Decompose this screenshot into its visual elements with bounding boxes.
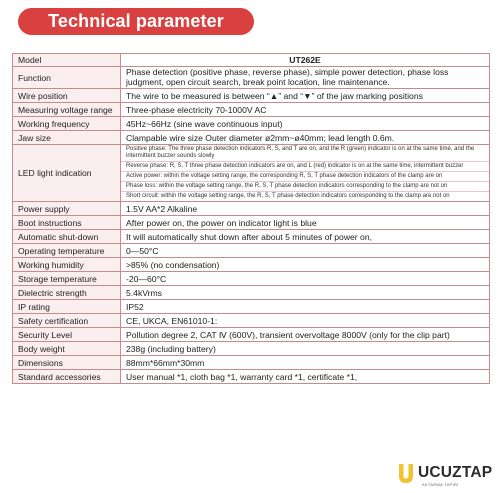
row-label: Measuring voltage range: [13, 103, 121, 117]
row-label: Standard accessories: [13, 370, 121, 384]
table-row: [13, 314, 490, 328]
row-label: Safety certification: [13, 314, 121, 328]
row-value: CE, UKCA, EN61010-1:: [121, 314, 490, 328]
row-label: IP rating: [13, 300, 121, 314]
row-value: The wire to be measured is between “▲” and “▼” of the jaw marking positions: [121, 89, 490, 103]
table-row: [13, 286, 490, 300]
table-row: [13, 258, 490, 272]
table-row: [13, 342, 490, 356]
row-label: Dimensions: [13, 356, 121, 370]
row-value: IP52: [121, 300, 490, 314]
table-row: [13, 131, 490, 145]
row-label: Model: [13, 54, 121, 67]
row-label: Operating temperature: [13, 244, 121, 258]
spec-table: [12, 53, 490, 384]
row-value: Pollution degree 2, CAT Ⅳ (600V), transient overvoltage 8000V (only for the clip part): [121, 328, 490, 342]
row-label: Boot instructions: [13, 216, 121, 230]
page-title: Technical parameter: [18, 8, 254, 35]
row-value: 45Hz~66Hz (sine wave continuous input): [121, 117, 490, 131]
table-row: [13, 244, 490, 258]
led-indication-item: Short circuit: within the voltage setting range, the R, S, T phase detection indicators corresponding to the clamp are not on: [126, 193, 450, 199]
ucuztap-u-logo-icon: [396, 462, 416, 486]
table-row: [13, 370, 490, 384]
row-label: Body weight: [13, 342, 121, 356]
table-row: [13, 300, 490, 314]
table-row: [13, 67, 490, 89]
row-value: 88mm*66mm*30mm: [121, 356, 490, 370]
row-value: >85% (no condensation): [121, 258, 490, 272]
led-indication-item: Positive phase: The three phase detection indicators R, S, and T are on, and the R (green) indicator is on at the same time, and the intermittent buzzer sounds slowly: [121, 145, 489, 162]
table-row: [13, 117, 490, 131]
logo-subtext: AKTARMA TAPİRİ: [422, 482, 459, 487]
row-value: 238g (including battery): [121, 342, 490, 356]
row-value: -20—60°C: [121, 272, 490, 286]
table-row: [13, 216, 490, 230]
table-row-led-indication: [13, 145, 490, 202]
led-indication-item: Phase loss: within the voltage setting range, the R, S, T phase detection indicators corresponding to the clamp are not on: [121, 182, 489, 192]
row-label: Working humidity: [13, 258, 121, 272]
row-value: User manual *1, cloth bag *1, warranty card *1, certificate *1,: [121, 370, 490, 384]
table-row: [13, 328, 490, 342]
led-indication-item: Active power: within the voltage setting range, the corresponding R, S, T phase detection indicators of the clamp are on: [121, 172, 489, 182]
row-label: Function: [13, 67, 121, 89]
row-label: Storage temperature: [13, 272, 121, 286]
row-value: Three-phase electricity 70-1000V AC: [121, 103, 490, 117]
table-row: [13, 230, 490, 244]
row-value: 5.4kVrms: [121, 286, 490, 300]
model-value: UT262E: [121, 54, 490, 67]
row-label: Power supply: [13, 202, 121, 216]
row-label: LED light indication: [13, 145, 121, 202]
row-value: Clampable wire size Outer diameter ø2mm~ø40mm; lead length 0.6m.: [121, 131, 490, 145]
table-row: [13, 356, 490, 370]
row-label: Working frequency: [13, 117, 121, 131]
row-value: Phase detection (positive phase, reverse phase), simple power detection, phase loss judgment, open circuit search, break point location, line maintenance.: [121, 67, 490, 89]
led-indication-list: [121, 145, 490, 202]
ucuztap-logo: [396, 458, 500, 493]
table-row: [13, 103, 490, 117]
row-label: Automatic shut-down: [13, 230, 121, 244]
logo-text: UCUZTAP: [418, 464, 493, 481]
table-row-model: [13, 54, 490, 67]
row-label: Wire position: [13, 89, 121, 103]
row-value: It will automatically shut down after about 5 minutes of power on,: [121, 230, 490, 244]
row-label: Jaw size: [13, 131, 121, 145]
table-row: [13, 89, 490, 103]
row-value: 0—50°C: [121, 244, 490, 258]
table-row: [13, 272, 490, 286]
led-indication-item: Reverse phase: R, S, T three phase detection indicators are on, and L (red) indicator is on at the same time, intermittent buzzer: [121, 162, 489, 172]
row-label: Dielectric strength: [13, 286, 121, 300]
table-row: [13, 202, 490, 216]
row-value: 1.5V AA*2 Alkaline: [121, 202, 490, 216]
row-value: After power on, the power on indicator light is blue: [121, 216, 490, 230]
row-label: Security Level: [13, 328, 121, 342]
